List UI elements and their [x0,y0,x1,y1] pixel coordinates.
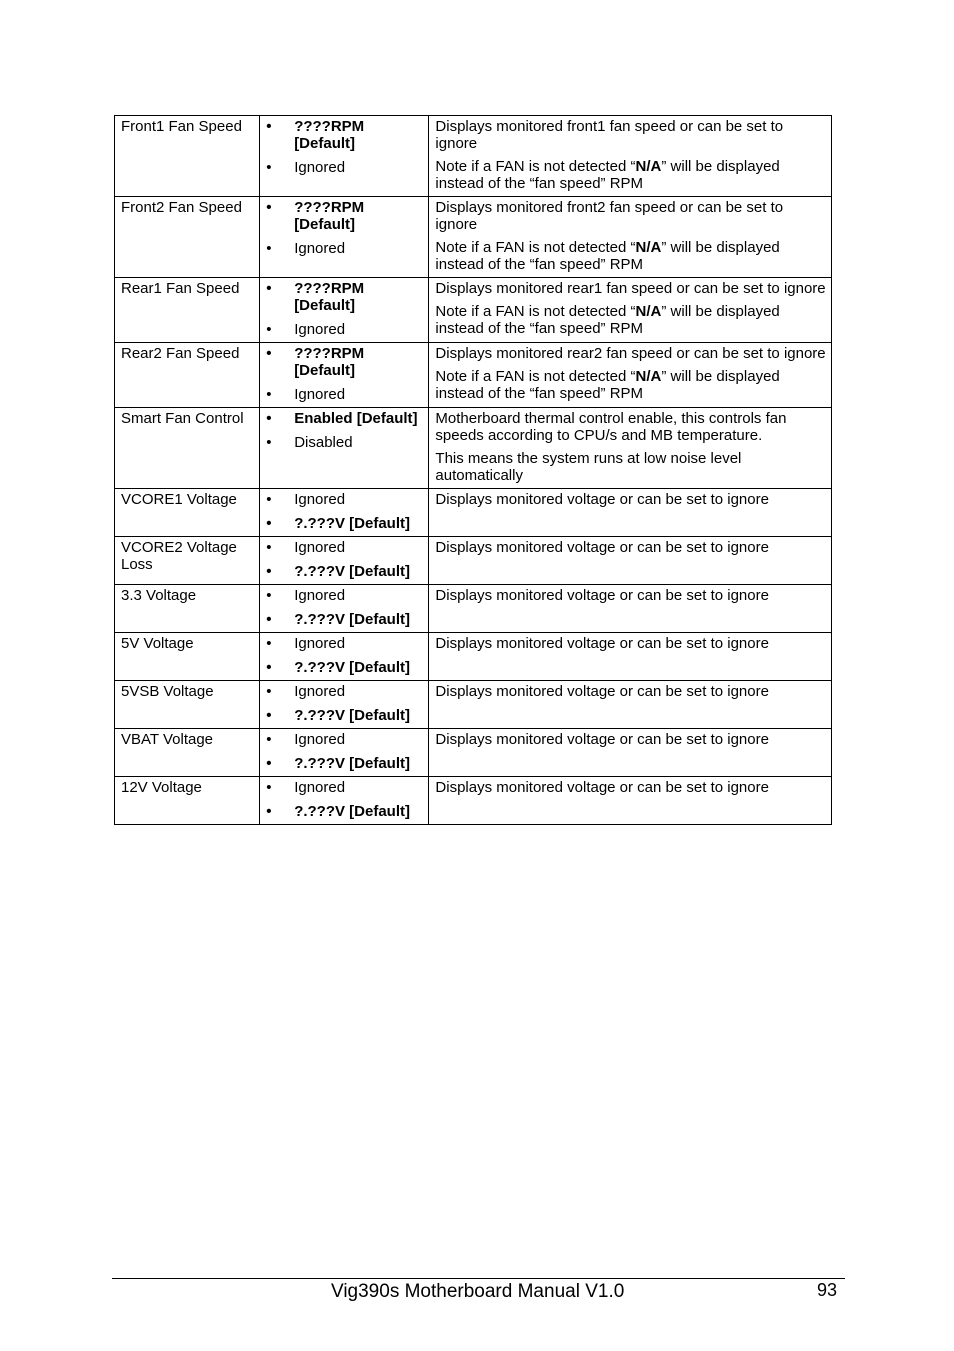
option-item: • ????RPM [Default] [264,280,426,314]
table-row [115,729,832,777]
option-item: • ?.???V [Default] [264,515,426,532]
description-text: Displays monitored front2 fan speed or can be set to ignore [435,199,784,233]
setting-name: 5V Voltage [115,633,260,681]
setting-description [429,633,832,681]
options-list [264,539,426,580]
description-text: Displays monitored rear1 fan speed or can be set to ignore [435,280,826,297]
option-item: • Ignored [264,321,426,338]
setting-description [429,537,832,585]
option-item: • ?.???V [Default] [264,755,426,772]
description-paragraph [435,779,826,796]
setting-options [260,343,429,408]
options-list [264,345,426,403]
description-text: Note if a FAN is not detected “ [435,303,636,320]
setting-description [429,116,832,197]
description-paragraph [435,450,826,484]
option-item: • ?.???V [Default] [264,563,426,580]
option-item: • ?.???V [Default] [264,707,426,724]
setting-description [429,729,832,777]
options-list [264,635,426,676]
option-item: • Ignored [264,491,426,508]
description-text: Displays monitored voltage or can be set to ignore [435,731,769,748]
footer-divider [112,1278,845,1279]
description-text: Note if a FAN is not detected “ [435,368,636,385]
description-text: Displays monitored voltage or can be set to ignore [435,779,769,796]
description-text: Displays monitored voltage or can be set to ignore [435,539,769,556]
option-item: • ????RPM [Default] [264,118,426,152]
option-item: • ?.???V [Default] [264,803,426,820]
setting-description [429,585,832,633]
na-emphasis: N/A [635,158,662,175]
description-text: Displays monitored voltage or can be set to ignore [435,683,769,700]
setting-name: Smart Fan Control [115,408,260,489]
description-paragraph [435,539,826,556]
setting-options [260,116,429,197]
setting-name: VCORE1 Voltage [115,489,260,537]
option-item: • ?.???V [Default] [264,659,426,676]
table-row [115,278,832,343]
setting-description [429,278,832,343]
setting-name: 5VSB Voltage [115,681,260,729]
table-row [115,777,832,825]
description-paragraph [435,239,826,273]
options-list [264,280,426,338]
description-text: Motherboard thermal control enable, this controls fan speeds according to CPU/s and MB temperature. [435,410,787,444]
description-text: ” will be displayed instead of the “fan speed” RPM [435,368,780,402]
setting-description [429,777,832,825]
description-text: Displays monitored voltage or can be set to ignore [435,587,769,604]
options-list [264,587,426,628]
description-text: ” will be displayed instead of the “fan speed” RPM [435,239,780,273]
description-text: ” will be displayed instead of the “fan speed” RPM [435,303,780,337]
option-item: • Ignored [264,587,426,604]
option-item: • Ignored [264,539,426,556]
setting-name: VBAT Voltage [115,729,260,777]
description-text: Displays monitored voltage or can be set to ignore [435,491,769,508]
description-paragraph [435,587,826,604]
description-text: Displays monitored voltage or can be set to ignore [435,635,769,652]
option-item: • Ignored [264,240,426,257]
option-item: • ?.???V [Default] [264,611,426,628]
setting-name: 3.3 Voltage [115,585,260,633]
na-emphasis: N/A [635,368,662,385]
description-paragraph [435,345,826,362]
description-paragraph [435,303,826,337]
description-paragraph [435,199,826,233]
options-list [264,779,426,820]
option-item: • Ignored [264,731,426,748]
page-number: 93 [817,1280,838,1300]
table-row [115,681,832,729]
setting-options [260,278,429,343]
options-list [264,683,426,724]
table-row [115,116,832,197]
table-row [115,408,832,489]
table-row [115,489,832,537]
footer-manual-title: Vig390s Motherboard Manual V1.0 [331,1281,625,1302]
option-item: • ????RPM [Default] [264,199,426,233]
setting-name: Rear2 Fan Speed [115,343,260,408]
description-paragraph [435,280,826,297]
option-item: • Ignored [264,386,426,403]
description-paragraph [435,158,826,192]
description-paragraph [435,731,826,748]
setting-description [429,343,832,408]
options-list [264,731,426,772]
table-row [115,537,832,585]
settings-table-body [115,116,832,825]
setting-options [260,197,429,278]
description-text: ” will be displayed instead of the “fan speed” RPM [435,158,780,192]
setting-name: Front1 Fan Speed [115,116,260,197]
table-row [115,633,832,681]
options-list [264,410,426,451]
setting-options [260,681,429,729]
table-row [115,585,832,633]
description-text: Note if a FAN is not detected “ [435,158,636,175]
description-paragraph [435,683,826,700]
description-paragraph [435,118,826,152]
setting-description [429,681,832,729]
setting-options [260,633,429,681]
option-item: • Ignored [264,635,426,652]
na-emphasis: N/A [635,239,662,256]
options-list [264,199,426,257]
option-item: • Enabled [Default] [264,410,426,427]
setting-description [429,489,832,537]
option-item: • Ignored [264,683,426,700]
description-text: This means the system runs at low noise level automatically [435,450,742,484]
setting-name: VCORE2 Voltage Loss [115,537,260,585]
description-text: Displays monitored front1 fan speed or can be set to ignore [435,118,784,152]
description-paragraph [435,368,826,402]
na-emphasis: N/A [635,303,662,320]
setting-description [429,197,832,278]
setting-options [260,537,429,585]
option-item: • Ignored [264,779,426,796]
options-list [264,118,426,176]
options-list [264,491,426,532]
setting-options [260,585,429,633]
setting-description [429,408,832,489]
description-paragraph [435,635,826,652]
setting-options [260,408,429,489]
setting-name: Front2 Fan Speed [115,197,260,278]
option-item: • ????RPM [Default] [264,345,426,379]
option-item: • Disabled [264,434,426,451]
setting-options [260,777,429,825]
table-row [115,343,832,408]
description-paragraph [435,410,826,444]
settings-table [114,115,832,825]
setting-options [260,489,429,537]
setting-name: Rear1 Fan Speed [115,278,260,343]
setting-name: 12V Voltage [115,777,260,825]
option-item: • Ignored [264,159,426,176]
description-text: Note if a FAN is not detected “ [435,239,636,256]
description-paragraph [435,491,826,508]
description-text: Displays monitored rear2 fan speed or can be set to ignore [435,345,826,362]
table-row [115,197,832,278]
setting-options [260,729,429,777]
